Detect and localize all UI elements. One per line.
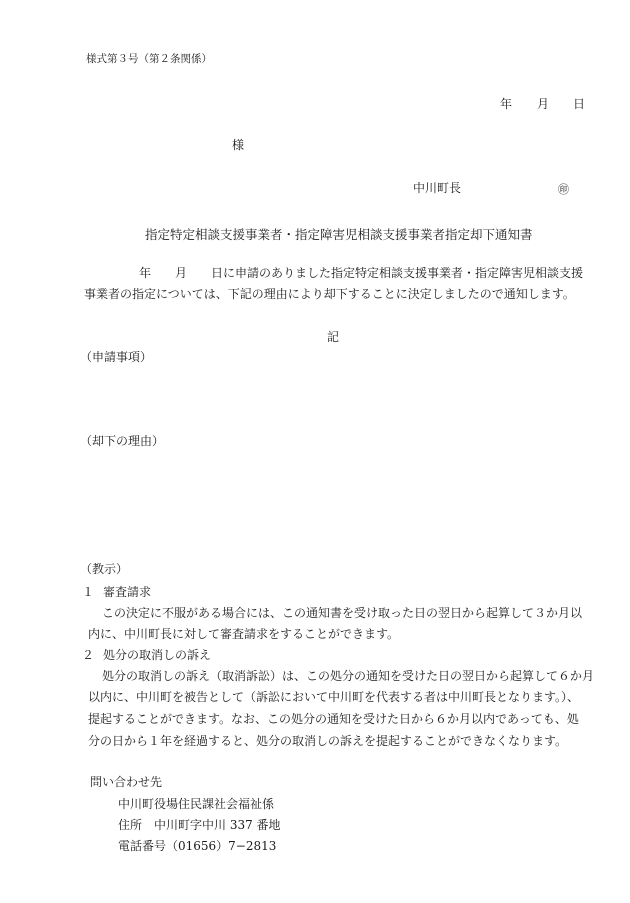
contact-heading: 問い合わせ先 <box>90 775 163 789</box>
item-1-line-1: この決定に不服がある場合には、この通知書を受け取った日の翌日から起算して３か月以 <box>102 606 583 620</box>
body-line-2: 事業者の指定については、下記の理由により却下することに決定しましたので通知します。 <box>84 287 575 301</box>
item-1-title: 審査請求 <box>103 585 152 599</box>
addressee-suffix: 様 <box>232 138 245 152</box>
item-2-title: 処分の取消しの訴え <box>103 648 212 662</box>
item-1-number: １ <box>82 585 95 599</box>
item-2-line-3: 提起することができます。なお、この処分の通知を受けた日から６か月以内であっても、処 <box>88 712 579 726</box>
item-2-number: ２ <box>82 648 95 662</box>
item-1-line-2: 内に、中川町長に対して審査請求をすることができます。 <box>88 627 400 641</box>
date-day-label: 日 <box>573 97 586 111</box>
item-2-line-1: 処分の取消しの訴え（取消訴訟）は、この処分の通知を受けた日の翌日から起算して６か月 <box>102 669 595 683</box>
rejection-reason-heading: （却下の理由） <box>80 434 165 448</box>
date-month-label: 月 <box>537 97 550 111</box>
date-year-label: 年 <box>500 97 513 111</box>
seal-mark: ㊞ <box>558 183 569 196</box>
instruction-heading: （教示） <box>80 562 129 576</box>
document-title: 指定特定相談支援事業者・指定障害児相談支援事業者指定却下通知書 <box>145 227 533 242</box>
body-year-label: 年 <box>139 266 152 280</box>
item-2-line-2: 以内に、中川町を被告として（訴訟において中川町を代表する者は中川町長となります。）、 <box>88 690 580 704</box>
contact-phone: 電話番号（01656）7−2813 <box>118 839 277 853</box>
body-line-1: 日に申請のありました指定特定相談支援事業者・指定障害児相談支援 <box>211 266 584 280</box>
contact-address: 住所 中川町字中川 337 番地 <box>118 818 281 832</box>
item-2-line-4: 分の日から１年を経過すると、処分の取消しの訴えを提起することができなくなります。 <box>88 734 568 748</box>
ki-mark: 記 <box>327 330 340 344</box>
issuer-name: 中川町長 <box>413 181 462 195</box>
body-month-label: 月 <box>175 266 188 280</box>
application-items-heading: （申請事項） <box>80 350 153 364</box>
form-number: 様式第３号（第２条関係） <box>86 53 212 65</box>
contact-office: 中川町役場住民課社会福祉係 <box>118 797 275 811</box>
